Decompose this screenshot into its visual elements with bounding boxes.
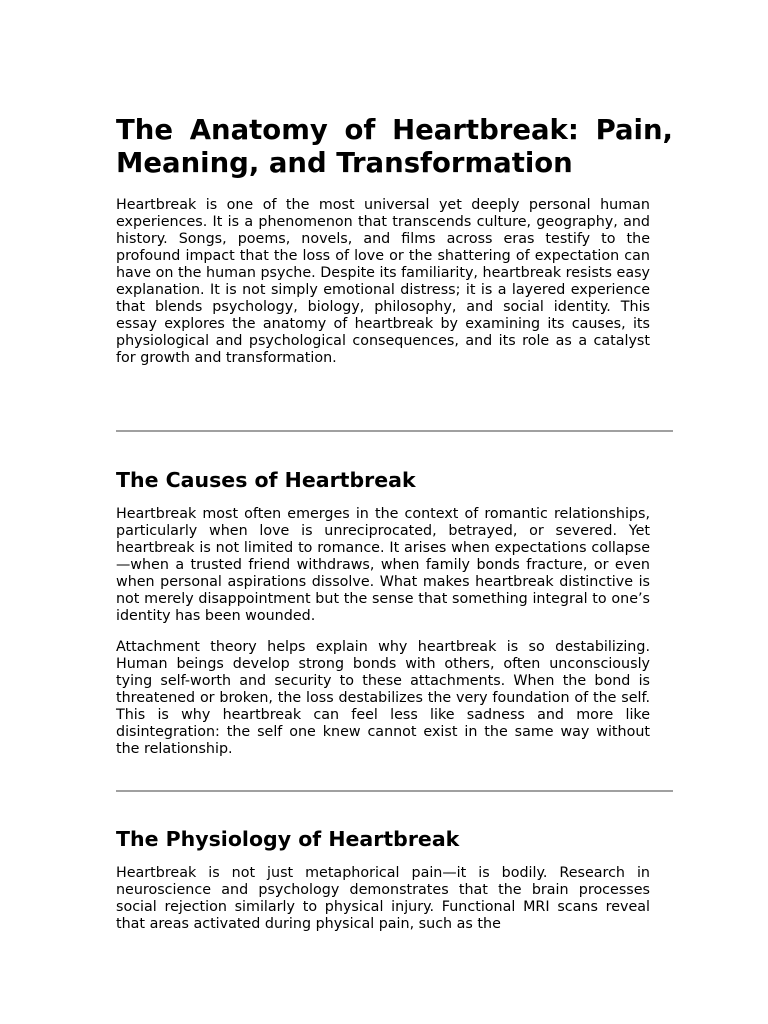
- section-divider: [116, 790, 673, 792]
- body-paragraph: Attachment theory helps explain why heartbreak is so destabilizing. Human beings develop strong bonds with others, often unconsciously tying self-worth and security to these attachments. When the bond is threatened or broken, the loss destabilizes the very foundation of the self. This is why heartbreak can feel less like sadness and more like disintegration: the self one knew cannot exist in the same way without the relationship.: [116, 639, 650, 757]
- section-heading: The Physiology of Heartbreak: [116, 827, 460, 851]
- section-heading: The Causes of Heartbreak: [116, 468, 416, 492]
- document-title: The Anatomy of Heartbreak: Pain, Meaning, and Transformation: [116, 114, 673, 179]
- section-divider: [116, 430, 673, 432]
- body-paragraph: Heartbreak most often emerges in the context of romantic relationships, particularly when love is unreciprocated, betrayed, or severed. Yet heartbreak is not limited to romance. It arises when expectations collapse—when a trusted friend withdraws, when family bonds fracture, or even when personal aspirations dissolve. What makes heartbreak distinctive is not merely disappointment but the sense that something integral to one’s identity has been wounded.: [116, 506, 650, 624]
- body-paragraph: Heartbreak is not just metaphorical pain—it is bodily. Research in neuroscience and psychology demonstrates that the brain processes social rejection similarly to physical injury. Functional MRI scans reveal that areas activated during physical pain, such as the: [116, 865, 650, 932]
- document-page: [116, 114, 673, 932]
- intro-paragraph: Heartbreak is one of the most universal yet deeply personal human experiences. It is a phenomenon that transcends culture, geography, and history. Songs, poems, novels, and films across eras testify to the profound impact that the loss of love or the shattering of expectation can have on the human psyche. Despite its familiarity, heartbreak resists easy explanation. It is not simply emotional distress; it is a layered experience that blends psychology, biology, philosophy, and social identity. This essay explores the anatomy of heartbreak by examining its causes, its physiological and psychological consequences, and its role as a catalyst for growth and transformation.: [116, 197, 650, 366]
- section-physiology: [116, 826, 650, 947]
- section-causes: [116, 467, 650, 772]
